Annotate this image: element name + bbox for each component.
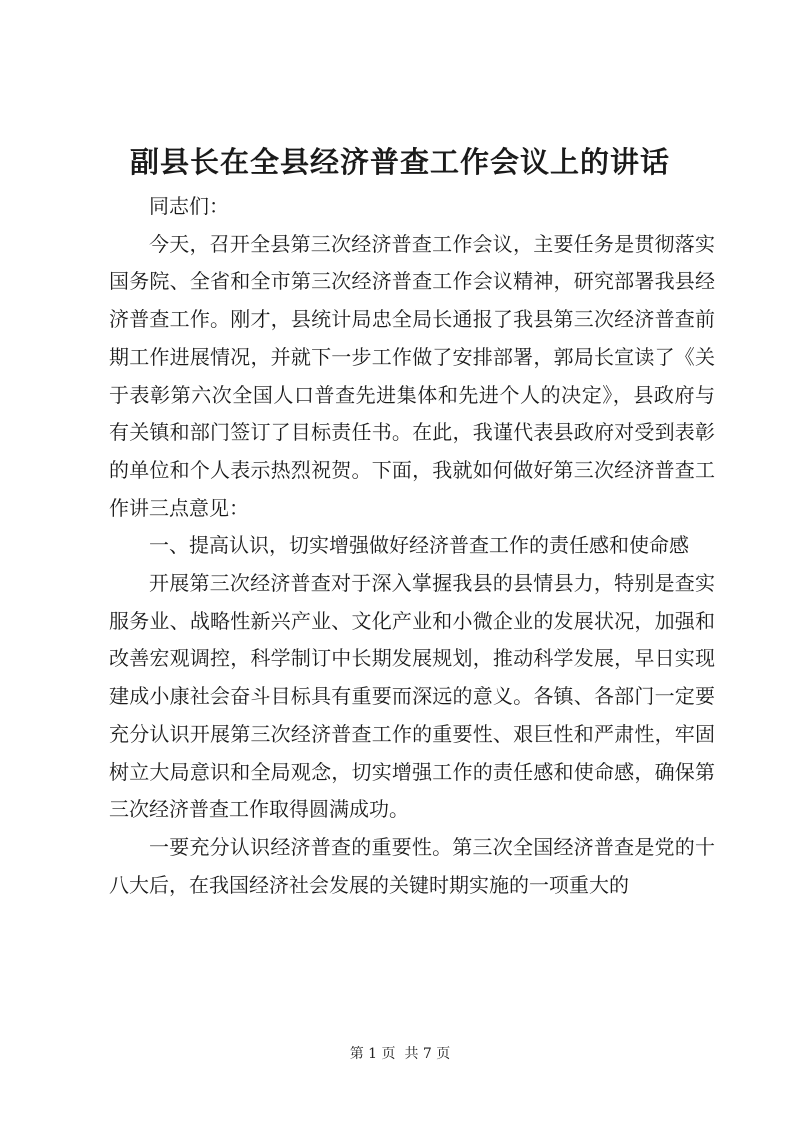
salutation: 同志们： [149, 194, 229, 218]
section-heading-1: 一、提高认识，切实增强做好经济普查工作的责任感和使命感 [149, 533, 689, 558]
paragraph-significance: 开展第三次经济普查对于深入掌握我县的县情县力，特别是查实服务业、战略性新兴产业、文化产业和小微企业的发展状况，加强和改善宏观调控，科学制订中长期发展规划，推动科学发展，早日实现建成小康社会奋斗目标具有重要而深远的意义。各镇、各部门一定要充分认识开展第三次经济普查工作的重要性、艰巨性和严肃性，牢固树立大局意识和全局观念，切实增强工作的责任感和使命感，确保第三次经济普查工作取得圆满成功。 [109, 571, 715, 822]
paragraph-importance: 一要充分认识经济普查的重要性。第三次全国经济普查是党的十八大后，在我国经济社会发展的关键时期实施的一项重大的 [109, 834, 715, 897]
document-body [109, 188, 715, 904]
page-footer [0, 1044, 800, 1064]
document-title: 副县长在全县经济普查工作会议上的讲话 [129, 145, 670, 179]
page-number-label: 第 1 页 共 7 页 [349, 1046, 451, 1062]
paragraph-intro: 今天，召开全县第三次经济普查工作会议，主要任务是贯彻落实国务院、全省和全市第三次经济普查工作会议精神，研究部署我县经济普查工作。刚才，县统计局忠全局长通报了我县第三次经济普查前期工作进展情况，并就下一步工作做了安排部署，郭局长宣读了《关于表彰第六次全国人口普查先进集体和先进个人的决定》，县政府与有关镇和部门签订了目标责任书。在此，我谨代表县政府对受到表彰的单位和个人表示热烈祝贺。下面，我就如何做好第三次经济普查工作讲三点意见： [109, 231, 715, 520]
